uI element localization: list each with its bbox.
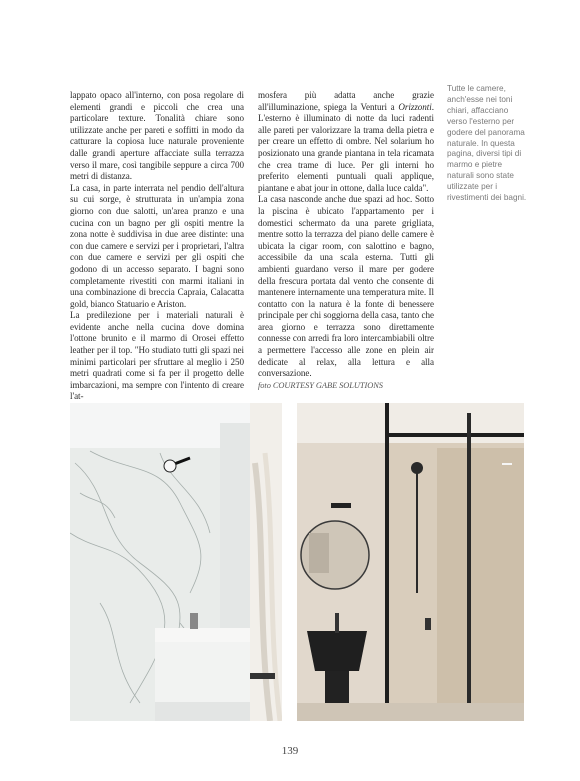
paragraph: lappato opaco all'interno, con posa regolare di elementi grandi e piccoli che crea una particolare texture. Tonalità chiare sono utilizzate anche per pareti e soffitti in modo da catturare la copiosa luce naturale proveniente dalle grandi aperture affacciate sulla terrazza verso il mare, così tangibile seppure a circa 700 metri di distanza. bbox=[70, 90, 244, 182]
shower-bathroom-illustration bbox=[297, 403, 524, 721]
caption-text: Tutte le camere, anch'esse nei toni chiari, affacciano verso l'esterno per godere del panorama naturale. In questa pagina, diversi tipi di marmo e pietre naturali sono state utilizzate per i rivestimenti dei bagni. bbox=[447, 84, 527, 203]
photo-caption bbox=[447, 84, 527, 204]
photo-credit: foto COURTESY GABE SOLUTIONS bbox=[258, 380, 383, 390]
paragraph: La predilezione per i materiali naturali è evidente anche nella cucina dove domina l'ottone brunito e il marmo di Orosei effetto leather per il top. "Ho studiato tutti gli spazi nei minimi particolari per sfruttare al meglio i 250 metri quadrati come si fa per il progetto delle imbarcazioni, ma sempre con l'intento di creare l'at- bbox=[70, 310, 244, 402]
article-column-1 bbox=[70, 90, 244, 403]
paragraph: La casa nasconde anche due spazi ad hoc. Sotto la piscina è ubicato l'appartamento per i domestici schermato da una parete grigliata, mentre sotto la terrazza del piano delle camere è ubicata la cigar room, con salottino e bagno, accessibile da una scala esterna. Tutti gli ambienti guardano verso il mare per godere della frescura portata dal vento che consente di mantenere internamente una temperatura mite. Il contatto con la natura è la fonte di benessere principale per chi soggiorna della casa, tanto che area giorno e terrazza sono direttamente connesse con arredi fra loro intercambiabili oltre a permettere l'accesso alle zone en plein air dedicate al relax, alla lettura e alla conversazione. bbox=[258, 194, 434, 379]
photo-shower-bathroom bbox=[297, 403, 524, 721]
marble-bathroom-illustration bbox=[70, 403, 282, 721]
photo-marble-bathroom bbox=[70, 403, 282, 721]
article-column-2 bbox=[258, 90, 434, 391]
paragraph: La casa, in parte interrata nel pendio dell'altura su cui sorge, è strutturata in un'ampia zona giorno con due salotti, un'area pranzo e una cucina con un bagno per gli ospiti mentre la zona notte è suddivisa in due aree distinte: una con due camere e servizi per i proprietari, l'altra con due camere e servizi per gli ospiti che godono di un accesso separato. I bagni sono completamente rivestiti con marmi italiani in una combinazione di breccia Capraia, Calacatta gold, bianco Statuario e Ariston. bbox=[70, 182, 244, 309]
paragraph: mosfera più adatta anche grazie all'illuminazione, spiega la Venturi a Orizzonti. L'esterno è illuminato di notte da luci radenti alle pareti per valorizzare la trama della pietra e per creare un effetto di ombre. Nel solarium ho posizionato una grande piantana in tela ricamata che crea trame di luce. Per gli interni ho preferito elementi puntuali quali applique, piantane e abat jour in ottone, dalla luce calda". bbox=[258, 90, 434, 193]
page-number: 139 bbox=[281, 745, 299, 757]
